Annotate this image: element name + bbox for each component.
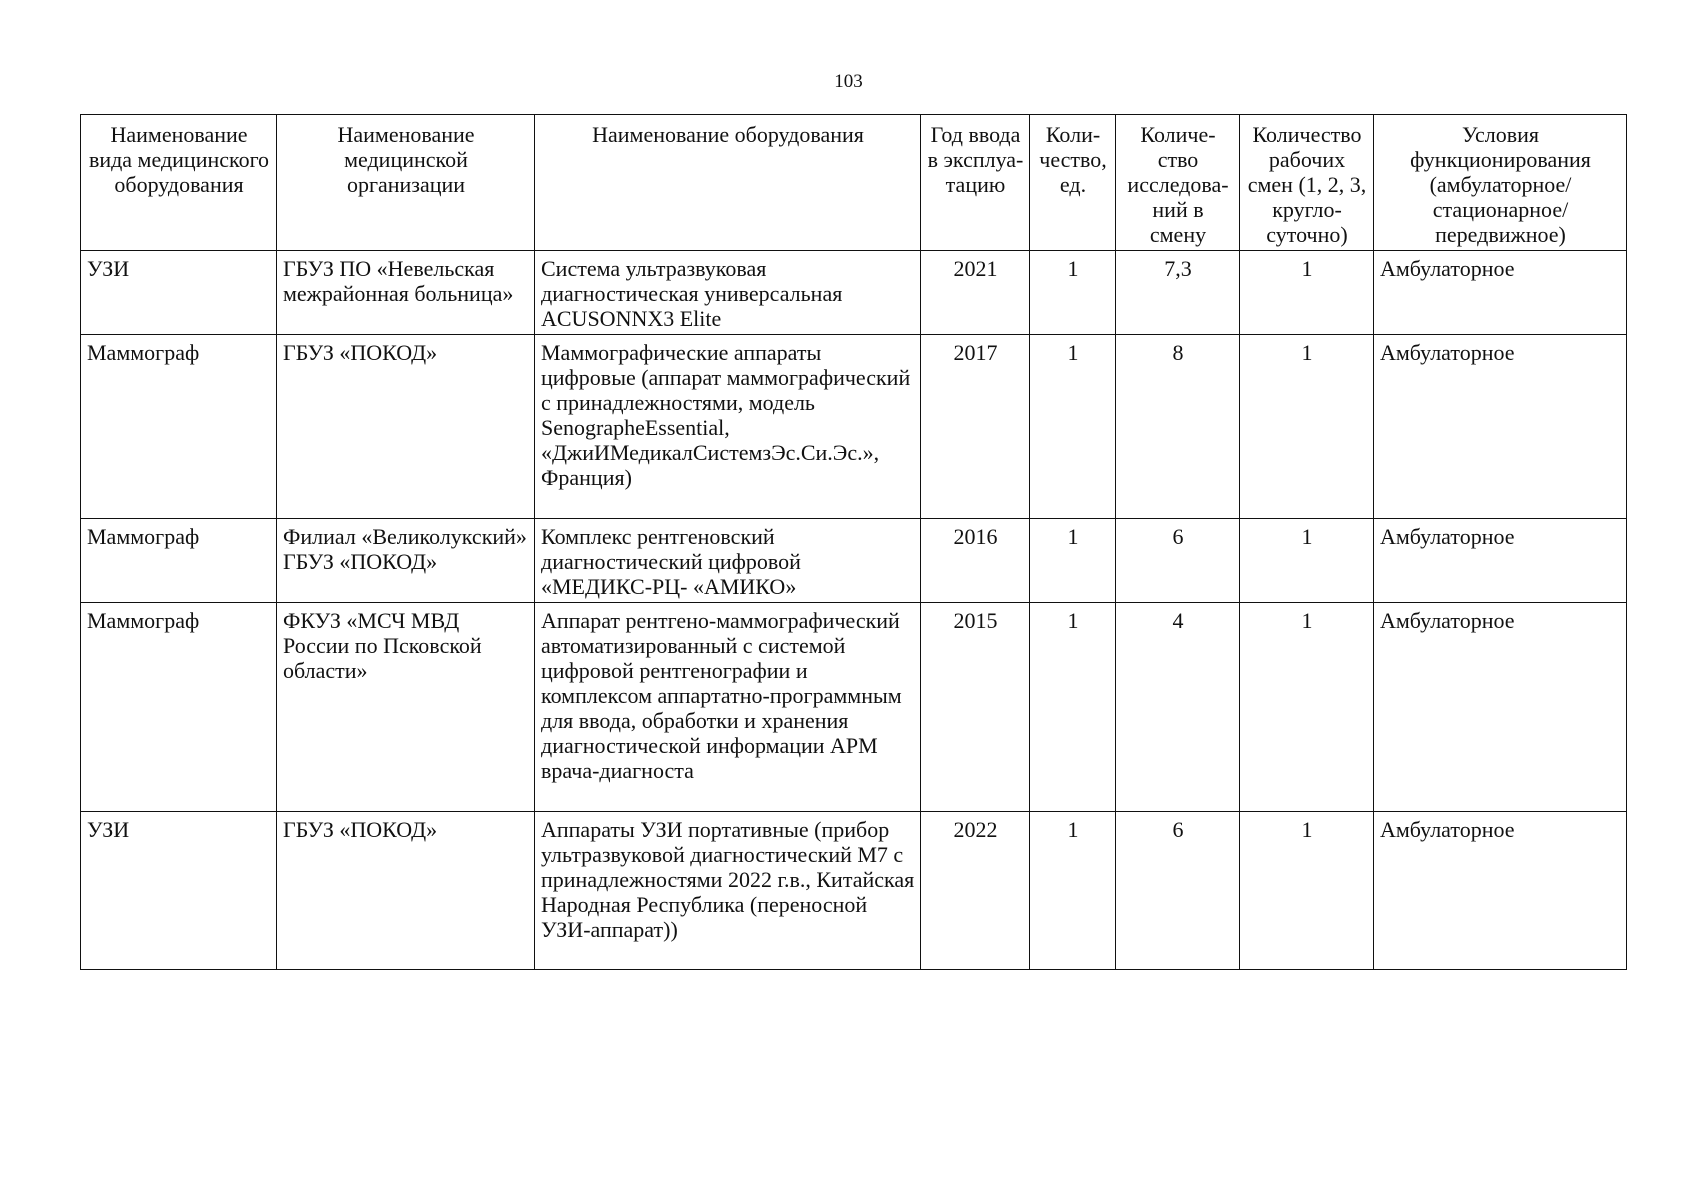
header-operating-conditions: Условия функционирования (амбулаторное/ стационарное/ передвижное): [1374, 115, 1627, 251]
cell-studies-per-shift: 8: [1116, 335, 1240, 519]
cell-equipment-name: Система ультразвуковая диагностическая универсальная ACUSONNX3 Elite: [535, 251, 921, 335]
cell-equipment-type: Маммограф: [81, 519, 277, 603]
cell-shifts: 1: [1240, 519, 1374, 603]
cell-equipment-name: Аппараты УЗИ портативные (прибор ультразвуковой диагностический М7 с принадлежностями 2022 г.в., Китайская Народная Республика (переносной УЗИ-аппарат)): [535, 812, 921, 970]
cell-equipment-name: Аппарат рентгено-маммографический автоматизированный с системой цифровой рентгенографии и комплексом аппартатно-программным для ввода, обработки и хранения диагностической информации АРМ врача-диагноста: [535, 603, 921, 812]
cell-operating-conditions: Амбулаторное: [1374, 251, 1627, 335]
cell-equipment-type: УЗИ: [81, 251, 277, 335]
header-commission-year: Год ввода в эксплуа-тацию: [921, 115, 1030, 251]
table-row: [81, 519, 1627, 603]
cell-studies-per-shift: 6: [1116, 519, 1240, 603]
cell-studies-per-shift: 6: [1116, 812, 1240, 970]
header-equipment-type: Наименование вида медицинского оборудования: [81, 115, 277, 251]
cell-equipment-name: Комплекс рентгеновский диагностический цифровой «МЕДИКС-РЦ- «АМИКО»: [535, 519, 921, 603]
cell-commission-year: 2022: [921, 812, 1030, 970]
cell-operating-conditions: Амбулаторное: [1374, 812, 1627, 970]
cell-operating-conditions: Амбулаторное: [1374, 603, 1627, 812]
cell-shifts: 1: [1240, 603, 1374, 812]
table-row: [81, 812, 1627, 970]
header-quantity: Коли-чество, ед.: [1030, 115, 1116, 251]
cell-operating-conditions: Амбулаторное: [1374, 519, 1627, 603]
cell-equipment-name: Маммографические аппараты цифровые (аппарат маммографический с принадлежностями, модель SenographeEssential, «ДжиИМедикалСистемзЭс.Си.Эс.», Франция): [535, 335, 921, 519]
cell-quantity: 1: [1030, 251, 1116, 335]
cell-equipment-type: Маммограф: [81, 335, 277, 519]
cell-organization: ГБУЗ «ПОКОД»: [277, 335, 535, 519]
cell-organization: ГБУЗ «ПОКОД»: [277, 812, 535, 970]
cell-organization: Филиал «Великолукский» ГБУЗ «ПОКОД»: [277, 519, 535, 603]
table-header-row: [81, 115, 1627, 251]
equipment-table: [80, 114, 1627, 970]
cell-quantity: 1: [1030, 519, 1116, 603]
cell-commission-year: 2021: [921, 251, 1030, 335]
cell-operating-conditions: Амбулаторное: [1374, 335, 1627, 519]
cell-equipment-type: УЗИ: [81, 812, 277, 970]
cell-quantity: 1: [1030, 603, 1116, 812]
cell-organization: ФКУЗ «МСЧ МВД России по Псковской области»: [277, 603, 535, 812]
page-number: 103: [834, 71, 863, 92]
cell-studies-per-shift: 4: [1116, 603, 1240, 812]
cell-commission-year: 2017: [921, 335, 1030, 519]
header-organization: Наименование медицинской организации: [277, 115, 535, 251]
table-row: [81, 603, 1627, 812]
header-equipment-name: Наименование оборудования: [535, 115, 921, 251]
cell-commission-year: 2016: [921, 519, 1030, 603]
header-shifts: Количество рабочих смен (1, 2, 3, кругло-суточно): [1240, 115, 1374, 251]
cell-shifts: 1: [1240, 812, 1374, 970]
cell-organization: ГБУЗ ПО «Невельская межрайонная больница»: [277, 251, 535, 335]
cell-quantity: 1: [1030, 335, 1116, 519]
cell-commission-year: 2015: [921, 603, 1030, 812]
cell-shifts: 1: [1240, 335, 1374, 519]
cell-studies-per-shift: 7,3: [1116, 251, 1240, 335]
cell-quantity: 1: [1030, 812, 1116, 970]
cell-shifts: 1: [1240, 251, 1374, 335]
table-row: [81, 251, 1627, 335]
cell-equipment-type: Маммограф: [81, 603, 277, 812]
table-row: [81, 335, 1627, 519]
header-studies-per-shift: Количе-ство исследова-ний в смену: [1116, 115, 1240, 251]
